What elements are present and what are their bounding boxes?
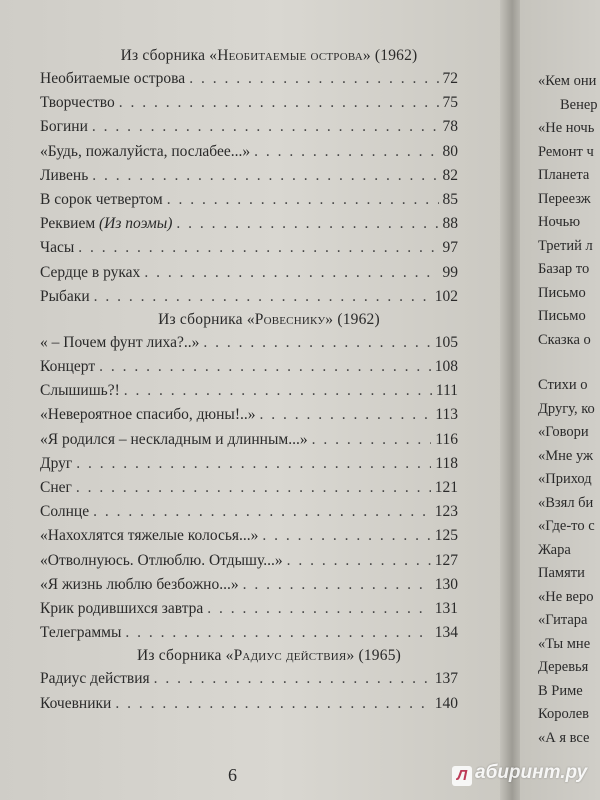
right-page — [520, 0, 600, 800]
right-toc-line: «Говори — [538, 424, 589, 440]
right-toc-line: Сказка о — [538, 331, 591, 348]
right-toc-line: Памяти — [538, 565, 585, 581]
entry-page: 102 — [434, 287, 458, 305]
labirint-logo-icon: Л — [452, 766, 472, 786]
entry-page: 134 — [434, 624, 458, 642]
entry-page: 111 — [435, 382, 458, 400]
section-prefix: Из сборника — [136, 647, 226, 665]
entry-title: «Нахохлятся тяжелые колосья...» — [40, 527, 259, 545]
entry-title: «Невероятное спасибо, дюны!..» — [40, 406, 256, 424]
toc-entry — [40, 67, 458, 91]
toc-entry — [40, 164, 458, 188]
labirint-watermark — [452, 762, 587, 786]
dot-leader — [124, 379, 432, 403]
toc-entry — [40, 692, 458, 716]
right-toc-line: Планета — [538, 167, 590, 183]
entry-title: Ливень — [40, 166, 89, 184]
dot-leader — [167, 188, 439, 212]
dot-leader — [312, 428, 432, 452]
entry-page: 125 — [434, 527, 458, 545]
toc-entry — [40, 331, 458, 355]
entry-title: «Я жизнь люблю безбожно...» — [40, 575, 239, 593]
entry-page: 121 — [434, 479, 458, 496]
section-year: (1962) — [333, 310, 380, 328]
entry-title: Необитаемые острова — [40, 70, 186, 87]
section-title: «Радиус действия» — [225, 647, 355, 665]
right-toc-line: «Гитара — [538, 612, 588, 628]
entry-title: Кочевники — [40, 694, 112, 712]
entry-page: 82 — [442, 166, 458, 184]
dot-leader — [262, 524, 430, 548]
dot-leader — [76, 452, 431, 476]
table-of-contents — [40, 45, 458, 716]
entry-title: Телеграммы — [40, 624, 122, 642]
entry-title-main: Реквием — [40, 215, 100, 233]
entry-page: 131 — [434, 599, 458, 617]
book-gutter — [500, 0, 522, 800]
dot-leader — [287, 549, 431, 573]
dot-leader — [203, 331, 430, 355]
dot-leader — [189, 67, 438, 91]
right-section-gap — [538, 352, 600, 374]
toc-entry — [40, 188, 458, 212]
right-toc-line: «Приход — [538, 471, 592, 487]
dot-leader — [125, 621, 430, 645]
toc-entry — [40, 140, 458, 164]
entry-page: 140 — [434, 694, 458, 712]
entry-title: «Отволнуюсь. Отлюблю. Отдышу...» — [40, 551, 283, 569]
entry-page: 127 — [434, 551, 458, 569]
toc-entry — [40, 212, 458, 236]
entry-title: Концерт — [40, 358, 96, 376]
entry-title: Творчество — [40, 94, 115, 112]
right-toc-line: «Мне уж — [538, 447, 594, 464]
dot-leader — [92, 164, 438, 188]
toc-entry — [40, 355, 458, 379]
dot-leader — [207, 597, 430, 621]
dot-leader — [154, 667, 431, 691]
entry-page: 72 — [442, 70, 458, 87]
entry-title: Часы — [40, 239, 75, 257]
right-toc-line: Ремонт ч — [538, 143, 594, 160]
section-year: (1962) — [370, 47, 418, 64]
toc-entry — [40, 236, 458, 260]
toc-entry — [40, 379, 458, 403]
entry-title: Солнце — [40, 503, 90, 521]
section-prefix: Из сборника — [158, 310, 247, 328]
right-toc-line: «А я все — [538, 729, 590, 746]
entry-title: « – Почем фунт лиха?..» — [40, 333, 200, 351]
entry-page: 116 — [435, 430, 458, 448]
section-title: «Ровеснику» — [246, 310, 334, 328]
right-toc-line: Ночью — [538, 214, 581, 230]
right-toc-line: «Не ночь — [538, 120, 595, 136]
entry-page: 88 — [442, 215, 458, 233]
dot-leader — [76, 476, 431, 500]
watermark-text: абиринт.ру — [475, 762, 588, 783]
dot-leader — [176, 212, 438, 236]
right-toc-line: «Где-то с — [538, 518, 595, 534]
entry-page: 80 — [442, 142, 458, 160]
right-toc-line: «Кем они — [538, 73, 597, 89]
dot-leader — [115, 692, 430, 716]
dot-leader — [94, 285, 431, 309]
section-year: (1965) — [354, 647, 402, 665]
toc-entry — [40, 476, 458, 500]
dot-leader — [144, 261, 438, 285]
entry-page: 130 — [434, 575, 458, 593]
toc-entry — [40, 261, 458, 285]
entry-page: 99 — [442, 263, 458, 281]
dot-leader — [243, 573, 431, 597]
section-heading — [80, 45, 458, 67]
entry-page: 118 — [435, 454, 458, 472]
entry-title: «Будь, пожалуйста, послабее...» — [40, 142, 251, 160]
entry-page: 75 — [442, 94, 458, 112]
toc-entry — [40, 667, 458, 691]
toc-entry — [40, 524, 458, 548]
section-prefix: Из сборника — [120, 47, 210, 64]
entry-page: 113 — [435, 406, 458, 424]
dot-leader — [99, 355, 431, 379]
right-toc-line: «Не веро — [538, 588, 594, 605]
page-number: 6 — [228, 765, 237, 785]
toc-entry — [40, 285, 458, 309]
right-toc-line: «Взял би — [538, 494, 594, 511]
entry-title: Сердце в руках — [40, 263, 141, 281]
dot-leader — [119, 91, 439, 115]
entry-title: Слышишь?! — [40, 382, 120, 400]
entry-page: 137 — [434, 670, 458, 688]
right-page-toc — [538, 70, 600, 750]
dot-leader — [259, 403, 431, 427]
dot-leader — [78, 236, 438, 260]
entry-title: Снег — [40, 479, 72, 496]
right-toc-line: Другу, ко — [538, 400, 595, 417]
right-toc-line: Письмо — [538, 284, 586, 301]
right-toc-line: Письмо — [538, 308, 586, 324]
entry-title: Крик родившихся завтра — [40, 599, 204, 617]
entry-page: 97 — [442, 239, 458, 257]
toc-entry — [40, 549, 458, 573]
entry-page: 78 — [442, 118, 458, 136]
entry-subtitle: (Из поэмы) — [99, 215, 173, 233]
entry-title: Рыбаки — [40, 287, 90, 305]
entry-page: 105 — [434, 333, 458, 351]
toc-entry — [40, 597, 458, 621]
toc-entry — [40, 428, 458, 452]
entry-title: «Я родился – нескладным и длинным...» — [40, 430, 308, 448]
toc-entry — [40, 115, 458, 139]
entry-title: В сорок четвертом — [40, 190, 163, 208]
right-toc-line: Деревья — [538, 659, 589, 675]
right-toc-line: Жара — [538, 541, 571, 558]
right-toc-line: Базар то — [538, 261, 590, 277]
entry-page: 108 — [434, 358, 458, 376]
dot-leader — [92, 115, 439, 139]
section-heading — [80, 645, 458, 667]
entry-page: 123 — [434, 503, 458, 521]
right-toc-line: Королев — [538, 706, 590, 722]
toc-entry — [40, 621, 458, 645]
dot-leader — [93, 500, 431, 524]
section-title: «Необитаемые острова» — [209, 47, 371, 64]
right-toc-line: Переезж — [538, 190, 591, 207]
right-toc-line: Стихи о — [538, 377, 588, 393]
toc-entry — [40, 91, 458, 115]
entry-page: 85 — [442, 190, 458, 208]
right-toc-line: В Риме — [538, 682, 583, 699]
right-toc-line: Третий л — [538, 237, 593, 254]
toc-entry — [40, 452, 458, 476]
entry-title: Богини — [40, 118, 88, 136]
right-toc-line: «Ты мне — [538, 635, 591, 652]
entry-title: Друг — [40, 454, 73, 472]
right-toc-line: Венер — [560, 96, 598, 113]
entry-title: Радиус действия — [40, 670, 150, 688]
toc-entry — [40, 403, 458, 427]
section-heading — [80, 309, 458, 331]
dot-leader — [254, 140, 438, 164]
toc-entry — [40, 500, 458, 524]
toc-entry — [40, 573, 458, 597]
entry-title — [40, 212, 172, 236]
